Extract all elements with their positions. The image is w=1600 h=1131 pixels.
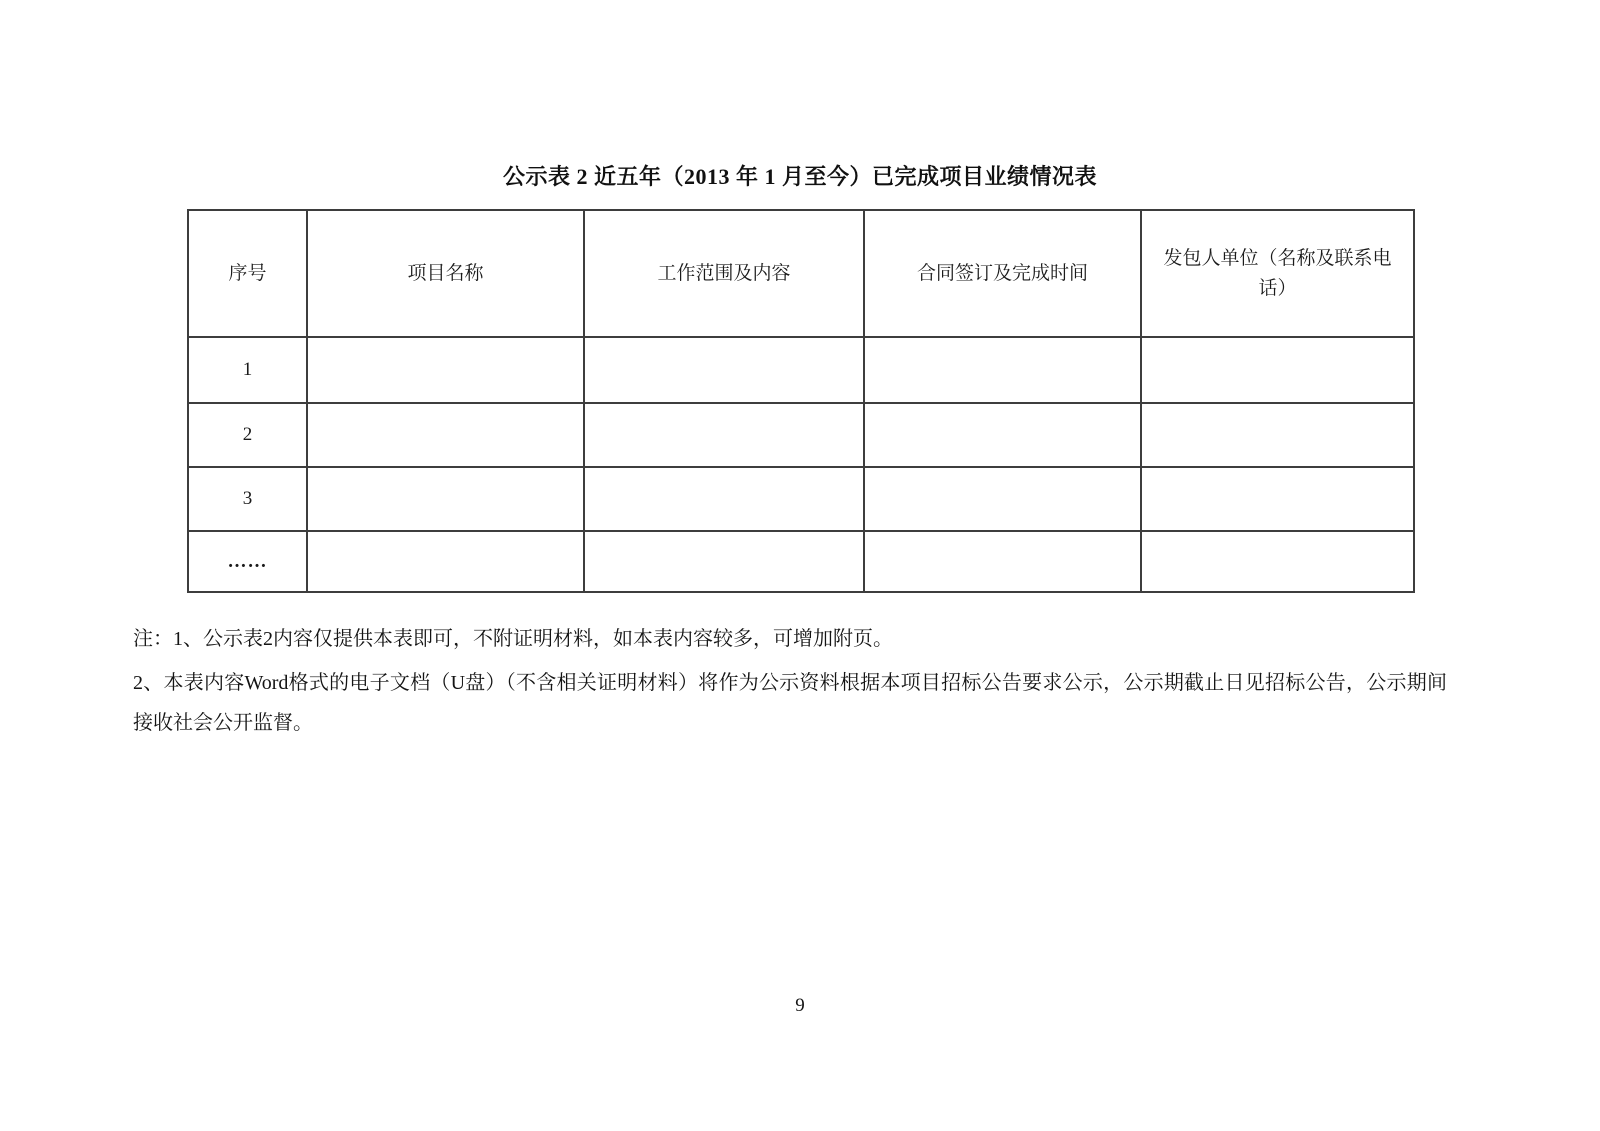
page-title: 公示表 2 近五年（2013 年 1 月至今）已完成项目业绩情况表 xyxy=(502,164,1097,189)
empty-cell xyxy=(307,531,584,592)
column-header-project-name: 项目名称 xyxy=(307,210,584,337)
empty-cell xyxy=(584,337,864,403)
empty-cell xyxy=(584,531,864,592)
notes-section xyxy=(133,619,1447,743)
empty-cell xyxy=(307,337,584,403)
page-number: 9 xyxy=(795,995,805,1016)
empty-cell xyxy=(1141,467,1414,531)
note-2: 2、本表内容Word格式的电子文档（U盘）（不含相关证明材料）将作为公示资料根据本项目招标公告要求公示，公示期截止日见招标公告，公示期间接收社会公开监督。 xyxy=(133,672,1447,734)
column-header-seq: 序号 xyxy=(188,210,307,337)
empty-cell xyxy=(584,467,864,531)
empty-cell xyxy=(864,403,1141,467)
table-header-row xyxy=(188,210,1414,337)
row-seq: 1 xyxy=(188,337,307,403)
note-1: 注：1、公示表2内容仅提供本表即可，不附证明材料，如本表内容较多，可增加附页。 xyxy=(133,628,893,650)
empty-cell xyxy=(864,467,1141,531)
table-row xyxy=(188,403,1414,467)
table-row xyxy=(188,337,1414,403)
column-header-work-scope: 工作范围及内容 xyxy=(584,210,864,337)
empty-cell xyxy=(864,531,1141,592)
column-header-contract-time: 合同签订及完成时间 xyxy=(864,210,1141,337)
empty-cell xyxy=(1141,403,1414,467)
empty-cell xyxy=(864,337,1141,403)
row-seq: 2 xyxy=(188,403,307,467)
row-seq: …… xyxy=(188,531,307,592)
empty-cell xyxy=(1141,531,1414,592)
row-seq: 3 xyxy=(188,467,307,531)
table-row xyxy=(188,531,1414,592)
performance-table xyxy=(187,209,1415,593)
empty-cell xyxy=(307,403,584,467)
empty-cell xyxy=(584,403,864,467)
empty-cell xyxy=(307,467,584,531)
column-header-employer-unit: 发包人单位（名称及联系电话） xyxy=(1141,210,1414,337)
empty-cell xyxy=(1141,337,1414,403)
table-row xyxy=(188,467,1414,531)
